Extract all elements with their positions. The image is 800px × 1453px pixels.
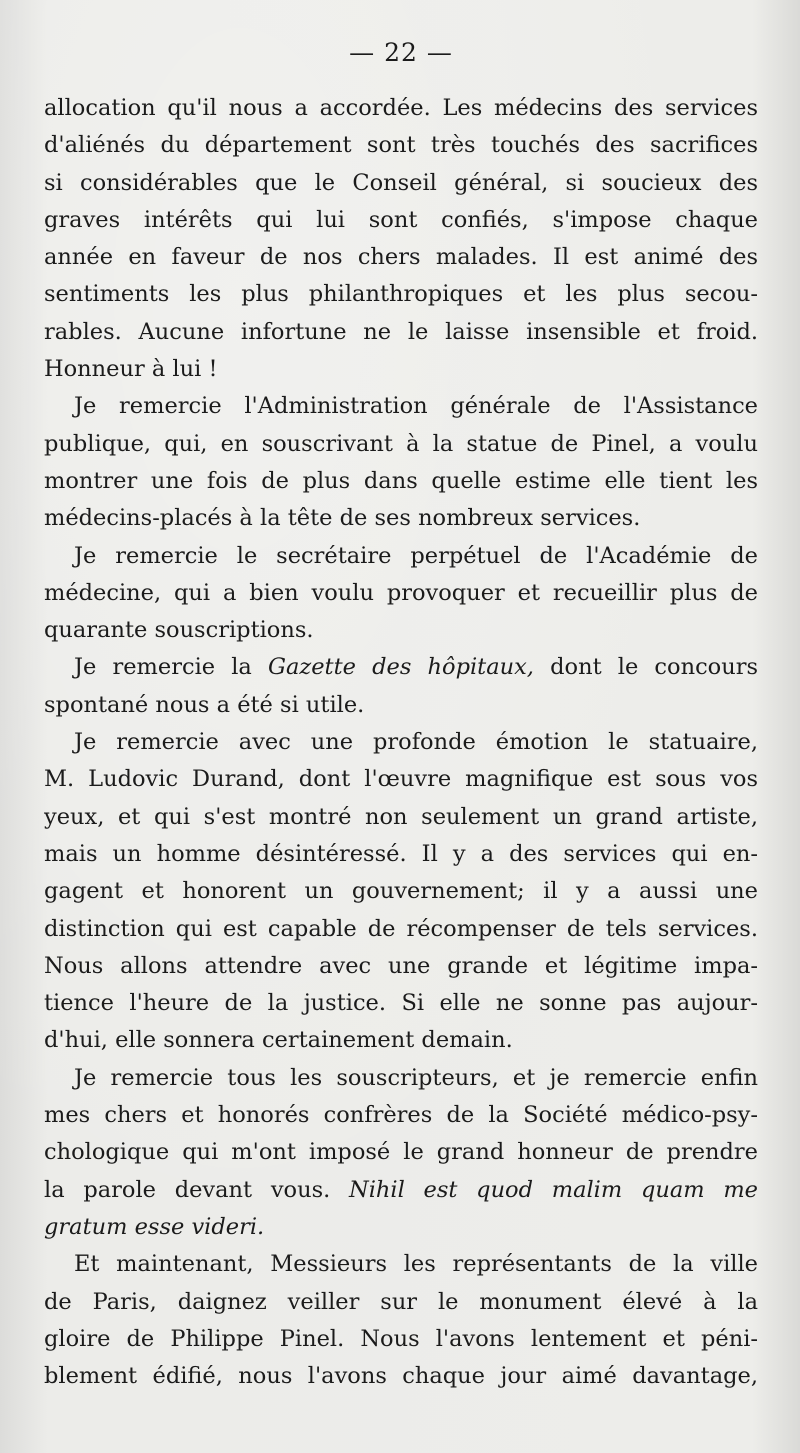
text-line: publique, qui, en souscrivant à la statue de Pinel, a voulu (44, 430, 758, 457)
page-number: — 22 — (349, 38, 453, 67)
text-line: Je remercie l'Administration générale de l'Assistance (74, 393, 758, 420)
text-line: chologique qui m'ont imposé le grand honneur de prendre (44, 1139, 758, 1166)
italic-title: Gazette des hôpitaux, (268, 654, 534, 681)
text-run: dont le concours (533, 654, 758, 681)
paragraph-2 (44, 388, 758, 537)
text-line: allocation qu'il nous a accordée. Les médecins des services (44, 95, 758, 121)
text-line: quarante souscriptions. (44, 617, 314, 644)
text-line: rables. Aucune infortune ne le laisse insensible et froid. (44, 318, 758, 345)
latin-quote: gratum esse videri. (44, 1213, 265, 1240)
text-line: Je remercie le secrétaire perpétuel de l'Académie de (74, 542, 758, 569)
text-line: médecins-placés à la tête de ses nombreux services. (44, 505, 641, 532)
text-line (44, 1172, 758, 1209)
text-line: yeux, et qui s'est montré non seulement un grand artiste, (44, 803, 758, 830)
text-run: Je remercie la (74, 654, 268, 681)
text-run: la parole devant vous. (44, 1176, 350, 1203)
text-line (44, 649, 758, 686)
paragraph-1 (44, 90, 758, 388)
text-line: spontané nous a été si utile. (44, 691, 365, 718)
paragraph-4 (44, 649, 758, 724)
text-line: Honneur à lui ! (44, 356, 218, 383)
text-line: mais un homme désintéressé. Il y a des services qui en- (44, 840, 758, 867)
paragraph-5 (44, 724, 758, 1060)
text-line: de Paris, daignez veiller sur le monument élevé à la (44, 1288, 758, 1315)
paragraph-6 (44, 1060, 758, 1246)
text-line: Je remercie tous les souscripteurs, et je remercie enfin (74, 1064, 758, 1091)
text-line: tience l'heure de la justice. Si elle ne sonne pas aujour- (44, 990, 758, 1017)
text-line: d'hui, elle sonnera certainement demain. (44, 1027, 513, 1054)
paragraph-7 (44, 1246, 758, 1395)
text-line: Je remercie avec une profonde émotion le statuaire, (74, 729, 758, 756)
text-line: montrer une fois de plus dans quelle estime elle tient les (44, 467, 758, 494)
text-line: mes chers et honorés confrères de la Société médico-psy- (44, 1102, 758, 1129)
text-line: d'aliénés du département sont très touchés des sacrifices (44, 132, 758, 159)
text-line: gagent et honorent un gouvernement; il y a aussi une (44, 878, 758, 905)
text-line: graves intérêts qui lui sont confiés, s'impose chaque (44, 206, 758, 233)
text-line: si considérables que le Conseil général, si soucieux des (44, 169, 758, 196)
text-line: médecine, qui a bien voulu provoquer et recueillir plus de (44, 579, 758, 606)
text-line: blement édifié, nous l'avons chaque jour aimé davantage, (44, 1363, 758, 1390)
text-line (44, 1209, 758, 1246)
text-line: distinction qui est capable de récompenser de tels services. (44, 915, 758, 942)
latin-quote: Nihil est quod malim quam me (349, 1176, 758, 1203)
text-line: M. Ludovic Durand, dont l'œuvre magnifique est sous vos (44, 766, 758, 793)
text-line: Et maintenant, Messieurs les représentants de la ville (74, 1251, 758, 1278)
text-line: sentiments les plus philanthropiques et les plus secou- (44, 281, 758, 308)
text-line: année en faveur de nos chers malades. Il est animé des (44, 244, 758, 271)
paragraph-3 (44, 538, 758, 650)
text-line: gloire de Philippe Pinel. Nous l'avons lentement et péni- (44, 1325, 758, 1352)
text-line: Nous allons attendre avec une grande et légitime impa- (44, 952, 758, 979)
